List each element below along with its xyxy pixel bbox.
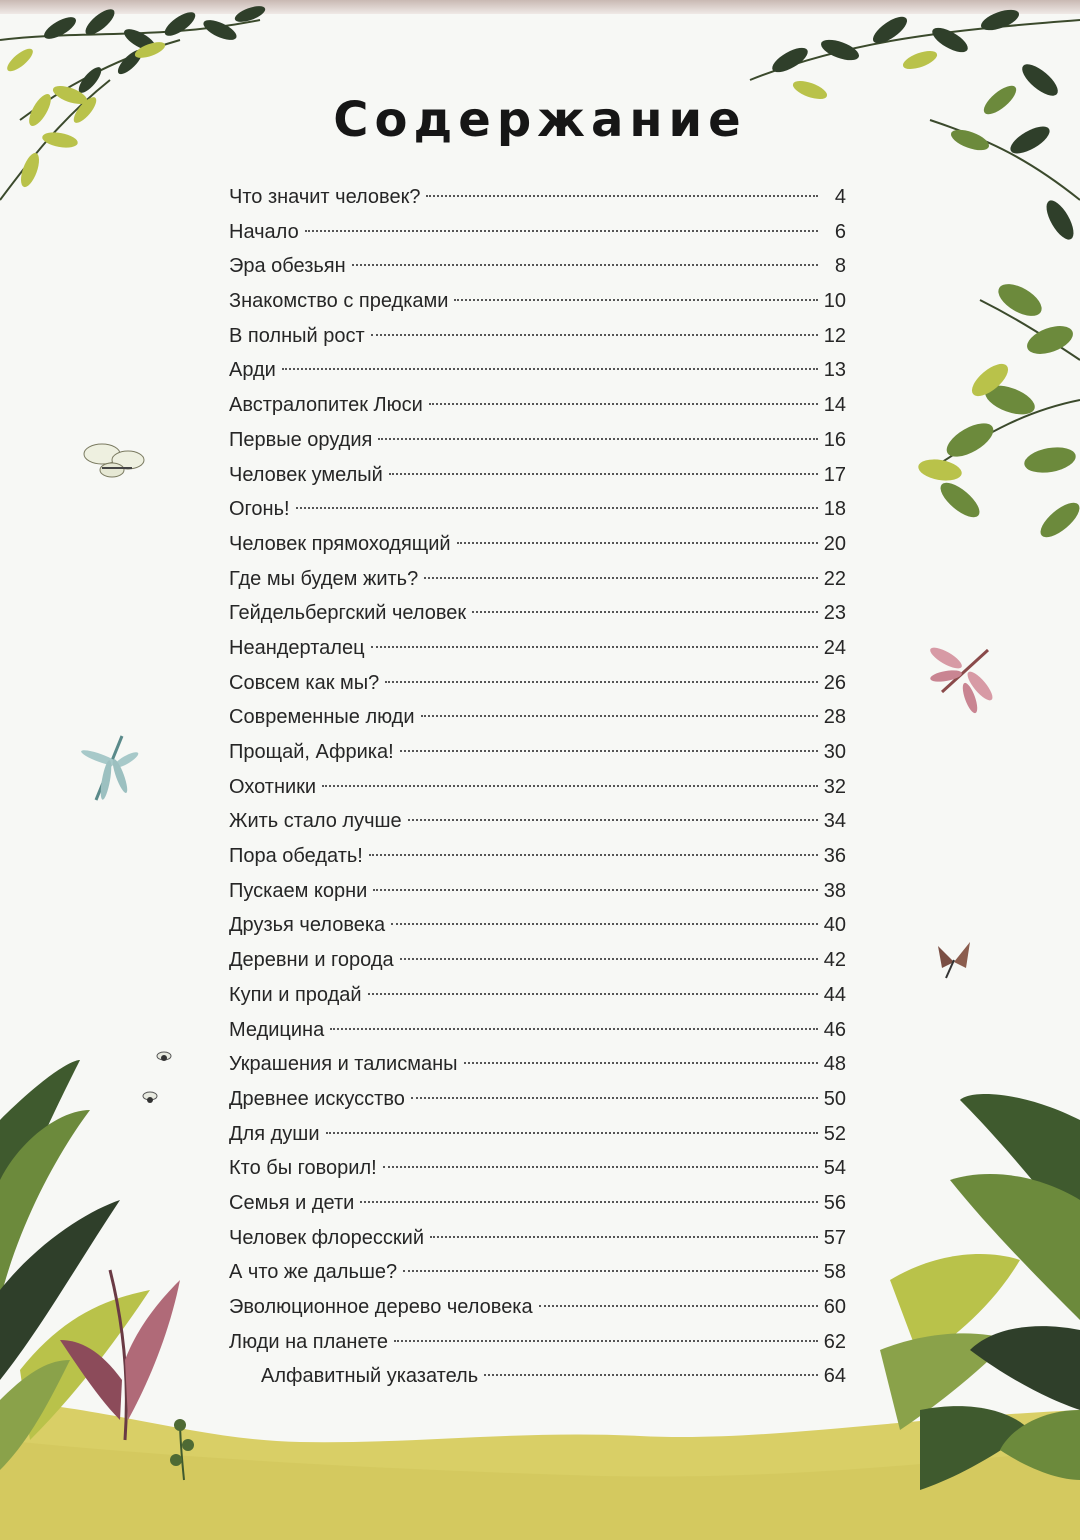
toc-leader-dots [411,1095,818,1099]
toc-entry-page: 56 [823,1191,846,1214]
toc-entry-page: 6 [834,220,846,243]
toc-entry-title: Арди [229,359,276,382]
toc-leader-dots [378,436,817,440]
toc-entry-title: Охотники [229,775,317,798]
toc-entry-title: Современные люди [229,706,415,729]
toc-entry-page: 60 [823,1296,846,1318]
toc-entry-title: Человек умелый [229,463,383,486]
toc-entry [229,1221,846,1256]
toc-leader-dots [371,332,818,336]
toc-entry-page: 17 [823,463,846,486]
toc-entry-title: Кто бы говорил! [229,1157,377,1180]
dragonfly-right-icon [922,642,998,714]
fern-bottom-right-icon [860,1080,1080,1520]
toc-entry-page: 42 [823,949,846,972]
toc-entry-page: 36 [823,845,846,868]
toc-leader-dots [472,609,818,613]
butterfly-icon [82,438,148,488]
toc-leader-dots [322,783,818,787]
toc-entry-page: 26 [823,671,846,694]
toc-entry-title: Пускаем корни [229,879,368,902]
toc-leader-dots [296,505,818,509]
toc-entry [229,908,846,943]
toc-entry-page: 44 [823,983,846,1006]
toc-entry [229,1186,846,1221]
toc-entry-title: Семья и дети [229,1191,355,1214]
toc-entry [229,770,846,805]
toc-leader-dots [429,401,818,405]
toc-entry [229,666,846,701]
toc-entry [229,700,846,735]
toc-leader-dots [326,1130,818,1134]
toc-leader-dots [371,644,818,648]
toc-entry [229,735,846,770]
toc-entry-title: А что же дальше? [229,1261,398,1284]
toc-leader-dots [426,193,818,197]
toc-entry-page: 40 [823,914,846,937]
toc-entry [229,1013,846,1048]
toc-entry [229,1325,846,1360]
toc-entry [229,180,846,215]
toc-leader-dots [282,366,818,370]
table-of-contents [229,180,846,1394]
toc-entry-title: Неандерталец [229,636,365,659]
toc-entry-page: 46 [823,1018,846,1041]
toc-leader-dots [389,471,818,475]
toc-entry-title: Жить стало лучше [229,810,402,833]
toc-entry-title: Эра обезьян [229,255,346,278]
toc-entry [229,284,846,319]
toc-leader-dots [400,748,818,752]
toc-entry [229,249,846,284]
toc-entry [229,943,846,978]
toc-entry-title: Начало [229,220,299,243]
toc-entry [229,492,846,527]
toc-entry [229,1117,846,1152]
toc-entry-page: 62 [823,1330,846,1353]
toc-leader-dots [400,956,818,960]
toc-entry [229,1151,846,1186]
toc-entry-page: 8 [834,255,846,278]
toc-leader-dots [391,921,818,925]
toc-entry [229,1047,846,1082]
toc-entry-title: Австралопитек Люси [229,394,423,417]
toc-leader-dots [330,1026,818,1030]
toc-entry-page: 48 [823,1053,846,1076]
toc-entry [229,874,846,909]
toc-entry-title: Друзья человека [229,914,386,937]
fern-bottom-left-icon [0,1040,240,1500]
toc-entry-title: Прощай, Африка! [229,741,394,763]
toc-entry-page: 13 [823,359,846,382]
toc-entry-page: 38 [823,879,846,902]
toc-entry-page: 23 [823,602,846,625]
toc-entry [229,804,846,839]
toc-entry-page: 14 [823,394,846,417]
toc-entry [229,423,846,458]
toc-entry-title: Купи и продай [229,983,362,1006]
toc-entry [229,562,846,597]
toc-entry [229,596,846,631]
toc-leader-dots [385,679,817,683]
toc-leader-dots [368,991,818,995]
toc-entry [229,1359,846,1394]
toc-leader-dots [383,1164,818,1168]
toc-entry-title: Совсем как мы? [229,671,380,694]
toc-leader-dots [352,262,818,266]
toc-entry-page: 57 [823,1226,846,1249]
toc-entry-page: 4 [834,186,846,208]
toc-entry-title: В полный рост [229,324,365,347]
toc-entry [229,458,846,493]
toc-leader-dots [360,1199,817,1203]
toc-leader-dots [373,887,817,891]
toc-entry [229,839,846,874]
dragonfly-left-icon [76,730,140,810]
toc-entry-page: 10 [823,290,846,313]
toc-entry [229,388,846,423]
toc-entry-page: 54 [823,1157,846,1180]
toc-leader-dots [408,817,818,821]
page-title: Содержание [333,92,747,148]
toc-entry-page: 30 [823,741,846,763]
toc-entry [229,319,846,354]
toc-entry-title: Алфавитный указатель [261,1365,479,1388]
toc-entry-page: 22 [823,567,846,590]
toc-leader-dots [394,1338,818,1342]
toc-entry [229,978,846,1013]
toc-leader-dots [305,228,818,232]
toc-entry-page: 24 [823,636,846,659]
toc-entry-page: 12 [823,324,846,347]
toc-leader-dots [424,575,818,579]
toc-entry [229,353,846,388]
toc-entry-title: Для души [229,1122,320,1145]
toc-entry [229,1290,846,1325]
toc-entry-title: Древнее искусство [229,1087,405,1110]
toc-entry-title: Что значит человек? [229,186,421,208]
toc-entry-page: 18 [823,498,846,521]
toc-entry [229,1255,846,1290]
toc-entry [229,1082,846,1117]
toc-entry-page: 28 [823,706,846,729]
toc-leader-dots [454,297,817,301]
toc-entry-page: 32 [823,775,846,798]
toc-entry-page: 52 [823,1122,846,1145]
toc-entry-title: Эволюционное дерево человека [229,1296,533,1318]
toc-entry-title: Медицина [229,1018,325,1041]
toc-entry-title: Первые орудия [229,428,373,451]
toc-entry-title: Огонь! [229,498,290,521]
toc-leader-dots [464,1060,818,1064]
toc-leader-dots [539,1303,818,1307]
toc-leader-dots [484,1372,818,1376]
toc-leader-dots [457,540,818,544]
toc-entry-title: Украшения и талисманы [229,1053,458,1076]
toc-entry-title: Человек флоресский [229,1226,425,1249]
toc-entry [229,215,846,250]
toc-entry-page: 64 [823,1365,846,1388]
toc-leader-dots [421,713,818,717]
toc-entry-page: 20 [823,532,846,555]
toc-entry-page: 58 [823,1261,846,1284]
toc-leader-dots [369,852,818,856]
toc-entry-page: 50 [823,1087,846,1110]
toc-entry [229,527,846,562]
toc-leader-dots [430,1234,818,1238]
toc-entry-page: 16 [823,428,846,451]
toc-entry-title: Где мы будем жить? [229,567,419,590]
toc-entry-title: Деревни и города [229,949,394,972]
toc-entry-page: 34 [823,810,846,833]
toc-entry-title: Пора обедать! [229,845,363,868]
toc-entry-title: Гейдельбергский человек [229,602,467,625]
toc-leader-dots [403,1268,818,1272]
toc-entry-title: Люди на планете [229,1330,388,1353]
toc-entry-title: Знакомство с предками [229,290,449,313]
moth-icon [932,938,976,984]
toc-entry [229,631,846,666]
toc-entry-title: Человек прямоходящий [229,532,451,555]
